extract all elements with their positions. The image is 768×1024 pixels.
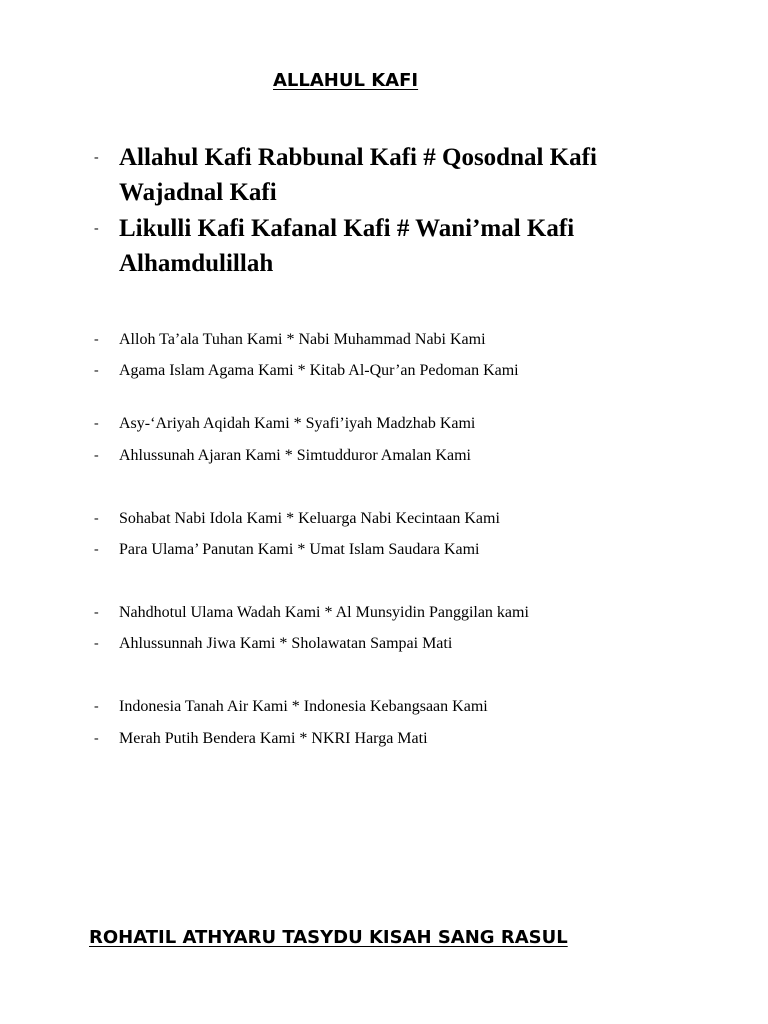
main-line-2 [94,211,654,281]
bullet-marker: - [94,416,99,431]
bullet-marker: - [94,731,99,746]
bullet-marker: - [94,636,99,651]
verse-line [94,729,428,749]
verse-line [94,361,519,381]
bullet-marker: - [94,448,99,463]
verse-line [94,446,471,466]
bullet-marker: - [94,150,99,165]
main-line-text: Allahul Kafi Rabbunal Kafi # Qosodnal Kafi Wajadnal Kafi [119,144,597,206]
verse-text: Ahlussunah Ajaran Kami * Simtudduror Amalan Kami [119,447,471,464]
bullet-marker: - [94,542,99,557]
verse-text: Ahlussunnah Jiwa Kami * Sholawatan Sampai Mati [119,635,453,652]
verse-text: Indonesia Tanah Air Kami * Indonesia Kebangsaan Kami [119,698,488,715]
verse-text: Nahdhotul Ulama Wadah Kami * Al Munsyidin Panggilan kami [119,604,529,621]
verse-text: Asy-‘Ariyah Aqidah Kami * Syafi’iyah Madzhab Kami [119,415,476,432]
verse-line [94,634,452,654]
bullet-marker: - [94,332,99,347]
bullet-marker: - [94,605,99,620]
bullet-marker: - [94,363,99,378]
verse-text: Para Ulama’ Panutan Kami * Umat Islam Saudara Kami [119,541,480,558]
main-line-text: Likulli Kafi Kafanal Kafi # Wani’mal Kafi Alhamdulillah [119,215,575,277]
verse-line [94,603,529,623]
main-line-1 [94,140,654,210]
verse-line [94,414,475,434]
verse-text: Alloh Ta’ala Tuhan Kami * Nabi Muhammad Nabi Kami [119,331,486,348]
verse-text: Sohabat Nabi Idola Kami * Keluarga Nabi Kecintaan Kami [119,510,500,527]
verse-line [94,509,500,529]
verse-text: Agama Islam Agama Kami * Kitab Al-Qur’an Pedoman Kami [119,362,519,379]
bullet-marker: - [94,699,99,714]
verse-line [94,330,486,350]
next-section-title: ROHATIL ATHYARU TASYDU KISAH SANG RASUL [89,927,568,948]
document-title: ALLAHUL KAFI [273,70,419,91]
bullet-marker: - [94,221,99,236]
verse-line [94,697,488,717]
verse-line [94,540,479,560]
verse-text: Merah Putih Bendera Kami * NKRI Harga Mati [119,730,428,747]
bullet-marker: - [94,511,99,526]
